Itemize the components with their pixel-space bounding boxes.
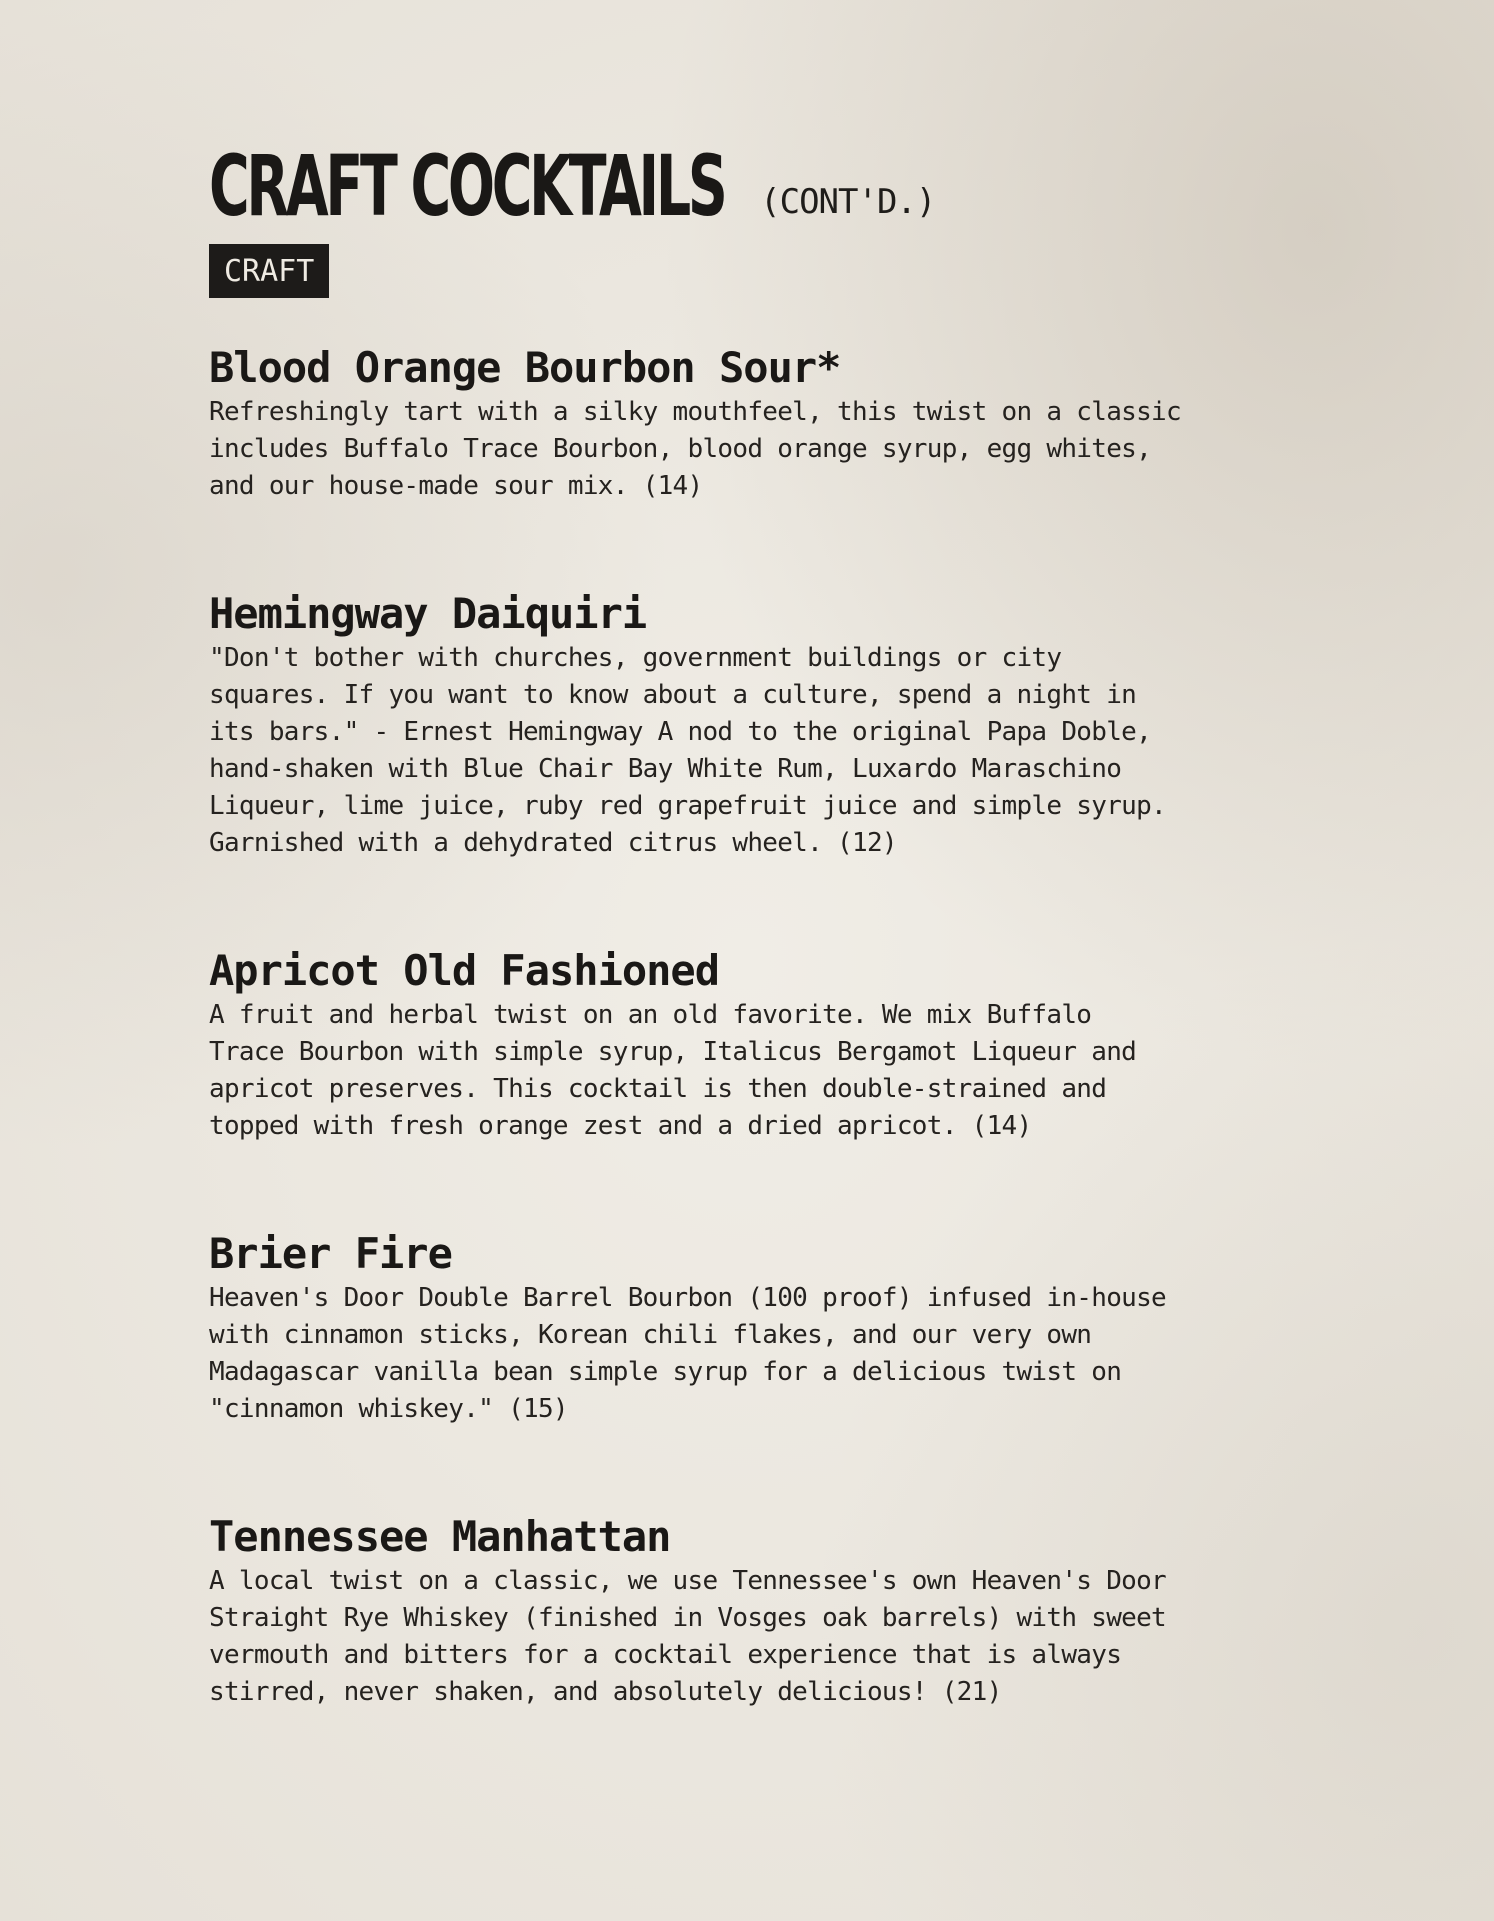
cocktail-list — [209, 344, 1269, 1711]
description-line: Garnished with a dehydrated citrus wheel. (12) — [209, 828, 897, 858]
description-line: Straight Rye Whiskey (finished in Vosges oak barrels) with sweet — [209, 1603, 1167, 1633]
description-line: Heaven's Door Double Barrel Bourbon (100 proof) infused in-house — [209, 1283, 1167, 1313]
cocktail-item-apricot-old-fashioned — [209, 947, 1269, 1145]
cocktail-name: Tennessee Manhattan — [209, 1512, 671, 1561]
page-title: CRAFT COCKTAILS — [209, 137, 725, 235]
page-subtitle: (CONT'D.) — [760, 182, 936, 222]
cocktail-description — [209, 1280, 1269, 1428]
description-line: Trace Bourbon with simple syrup, Italicus Bergamot Liqueur and — [209, 1037, 1137, 1067]
description-line: "cinnamon whiskey." (15) — [209, 1394, 568, 1424]
description-line: Refreshingly tart with a silky mouthfeel, this twist on a classic — [209, 397, 1181, 427]
cocktail-description — [209, 997, 1269, 1145]
cocktail-item-hemingway-daiquiri — [209, 590, 1269, 862]
description-line: squares. If you want to know about a culture, spend a night in — [209, 680, 1137, 710]
cocktail-item-tennessee-manhattan — [209, 1513, 1269, 1711]
description-line: apricot preserves. This cocktail is then double-strained and — [209, 1074, 1107, 1104]
description-line: A local twist on a classic, we use Tennessee's own Heaven's Door — [209, 1566, 1167, 1596]
description-line: "Don't bother with churches, government buildings or city — [209, 643, 1062, 673]
cocktail-description — [209, 394, 1269, 505]
cocktail-description — [209, 640, 1269, 862]
cocktail-name: Hemingway Daiquiri — [209, 589, 647, 638]
description-line: includes Buffalo Trace Bourbon, blood orange syrup, egg whites, — [209, 434, 1152, 464]
cocktail-name: Apricot Old Fashioned — [209, 946, 720, 995]
description-line: with cinnamon sticks, Korean chili flakes, and our very own — [209, 1320, 1092, 1350]
menu-header — [209, 128, 1269, 235]
cocktail-item-brier-fire — [209, 1230, 1269, 1428]
description-line: and our house-made sour mix. (14) — [209, 471, 703, 501]
cocktail-name: Brier Fire — [209, 1229, 452, 1278]
description-line: topped with fresh orange zest and a dried apricot. (14) — [209, 1111, 1032, 1141]
cocktail-description — [209, 1563, 1269, 1711]
cocktail-name: Blood Orange Bourbon Sour* — [209, 343, 841, 392]
cocktail-item-blood-orange-bourbon-sour — [209, 344, 1269, 505]
description-line: Liqueur, lime juice, ruby red grapefruit juice and simple syrup. — [209, 791, 1167, 821]
section-tag: CRAFT — [209, 244, 329, 298]
description-line: stirred, never shaken, and absolutely delicious! (21) — [209, 1677, 1002, 1707]
description-line: vermouth and bitters for a cocktail experience that is always — [209, 1640, 1122, 1670]
menu-page — [209, 128, 1269, 1796]
description-line: Madagascar vanilla bean simple syrup for a delicious twist on — [209, 1357, 1122, 1387]
description-line: hand-shaken with Blue Chair Bay White Rum, Luxardo Maraschino — [209, 754, 1122, 784]
description-line: its bars." - Ernest Hemingway A nod to the original Papa Doble, — [209, 717, 1152, 747]
description-line: A fruit and herbal twist on an old favorite. We mix Buffalo — [209, 1000, 1092, 1030]
